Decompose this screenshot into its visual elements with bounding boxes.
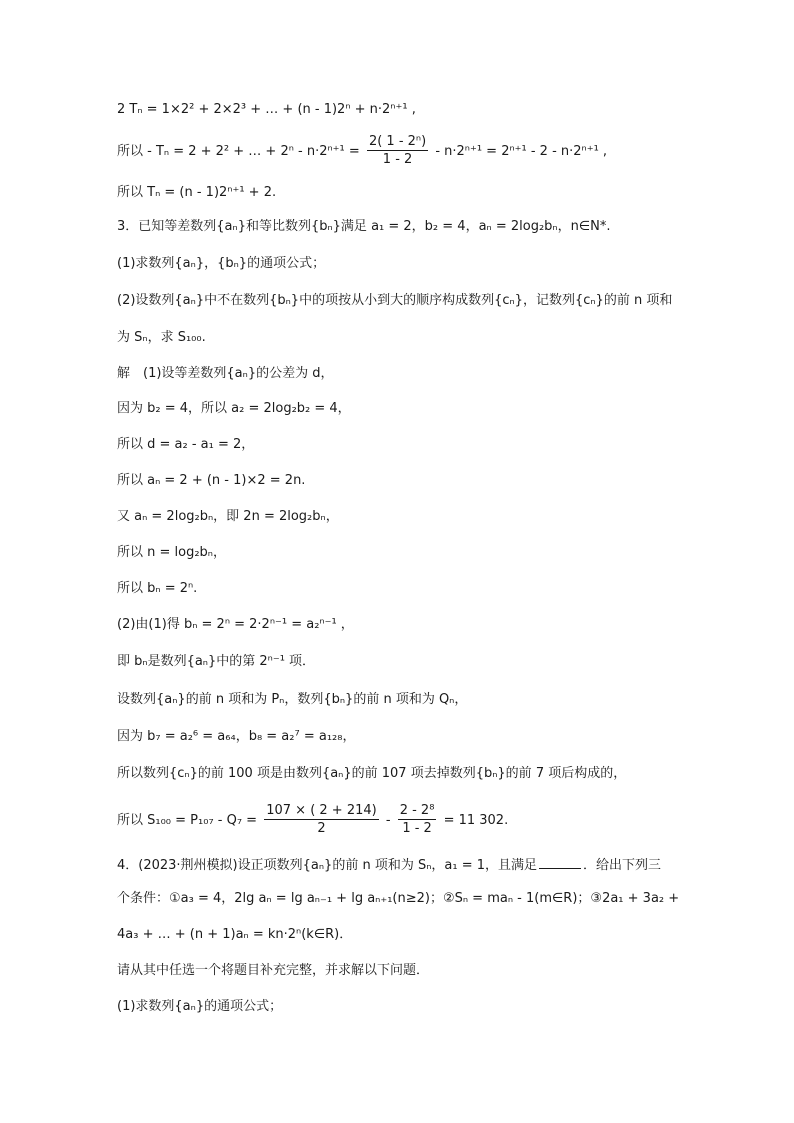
text-line: 又 aₙ = 2log₂bₙ，即 2n = 2log₂bₙ， — [117, 509, 339, 524]
fraction — [398, 803, 437, 838]
fraction-numerator: 107 × ( 2 + 214) — [266, 803, 377, 818]
text-line: 所以 aₙ = 2 + (n - 1)×2 = 2n. — [117, 473, 306, 488]
problem-4-statement — [117, 854, 661, 875]
equation-line — [117, 134, 607, 169]
text-span: ．给出下列三 — [583, 858, 662, 873]
fraction-numerator: 2 - 2⁸ — [399, 803, 435, 818]
text-line: 所以 n = log₂bₙ， — [117, 545, 226, 560]
text-line: 所以 d = a₂ - a₁ = 2， — [117, 437, 255, 452]
fill-in-blank — [539, 854, 581, 869]
text-line: (2)设数列{aₙ}中不在数列{bₙ}中的项按从小到大的顺序构成数列{cₙ}，记数列{cₙ}的前 n 项和 — [117, 293, 673, 308]
solution-heading: 解 (1)设等差数列{aₙ}的公差为 d， — [117, 366, 334, 381]
fraction-denominator: 2 — [317, 821, 326, 836]
text-line: 为 Sₙ，求 S₁₀₀. — [117, 330, 206, 345]
text-span: - — [385, 813, 391, 828]
text-line: 2 Tₙ = 1×2² + 2×2³ + … + (n - 1)2ⁿ + n·2ⁿ⁺¹ , — [117, 102, 416, 117]
text-span: 所以 S₁₀₀ = P₁₀₇ - Q₇ = — [117, 813, 258, 828]
equation-line — [117, 803, 508, 838]
fraction — [367, 134, 428, 169]
text-line: 设数列{aₙ}的前 n 项和为 Pₙ，数列{bₙ}的前 n 项和为 Qₙ， — [117, 692, 468, 707]
text-line: 所以数列{cₙ}的前 100 项是由数列{aₙ}的前 107 项去掉数列{bₙ}的前 7 项后构成的， — [117, 766, 627, 781]
text-line: 因为 b₇ = a₂⁶ = a₆₄，b₈ = a₂⁷ = a₁₂₈， — [117, 729, 356, 744]
text-line: (2)由(1)得 bₙ = 2ⁿ = 2·2ⁿ⁻¹ = a₂ⁿ⁻¹ ， — [117, 617, 354, 632]
text-span: - n·2ⁿ⁺¹ = 2ⁿ⁺¹ - 2 - n·2ⁿ⁺¹ , — [435, 144, 608, 159]
text-line: 请从其中任选一个将题目补充完整，并求解以下问题． — [117, 963, 430, 978]
fraction-denominator: 1 - 2 — [402, 821, 432, 836]
text-line: 4a₃ + … + (n + 1)aₙ = kn·2ⁿ(k∈R)． — [117, 927, 353, 942]
text-line: (1)求数列{aₙ}的通项公式； — [117, 999, 283, 1014]
fraction-numerator: 2( 1 - 2ⁿ) — [368, 134, 427, 149]
text-line: 所以 bₙ = 2ⁿ. — [117, 581, 198, 596]
text-span: 所以 - Tₙ = 2 + 2² + … + 2ⁿ - n·2ⁿ⁺¹ = — [117, 144, 360, 159]
text-line: 所以 Tₙ = (n - 1)2ⁿ⁺¹ + 2. — [117, 185, 277, 200]
text-span: = 11 302. — [443, 813, 509, 828]
problem-3-statement: 3．已知等差数列{aₙ}和等比数列{bₙ}满足 a₁ = 2，b₂ = 4，aₙ = 2log₂bₙ，n∈N*. — [117, 219, 611, 234]
text-line: 即 bₙ是数列{aₙ}中的第 2ⁿ⁻¹ 项． — [117, 654, 316, 669]
text-line: 因为 b₂ = 4，所以 a₂ = 2log₂b₂ = 4， — [117, 401, 351, 416]
fraction — [264, 803, 379, 838]
text-line: 个条件：①a₃ = 4，2lg aₙ = lg aₙ₋₁ + lg aₙ₊₁(n≥2)；②Sₙ = maₙ - 1(m∈R)；③2a₁ + 3a₂ + — [117, 891, 680, 906]
fraction-denominator: 1 - 2 — [382, 152, 413, 167]
text-span: 4．(2023·荆州模拟)设正项数列{aₙ}的前 n 项和为 Sₙ，a₁ = 1，且满足 — [117, 858, 537, 873]
text-line: (1)求数列{aₙ}，{bₙ}的通项公式； — [117, 256, 326, 271]
